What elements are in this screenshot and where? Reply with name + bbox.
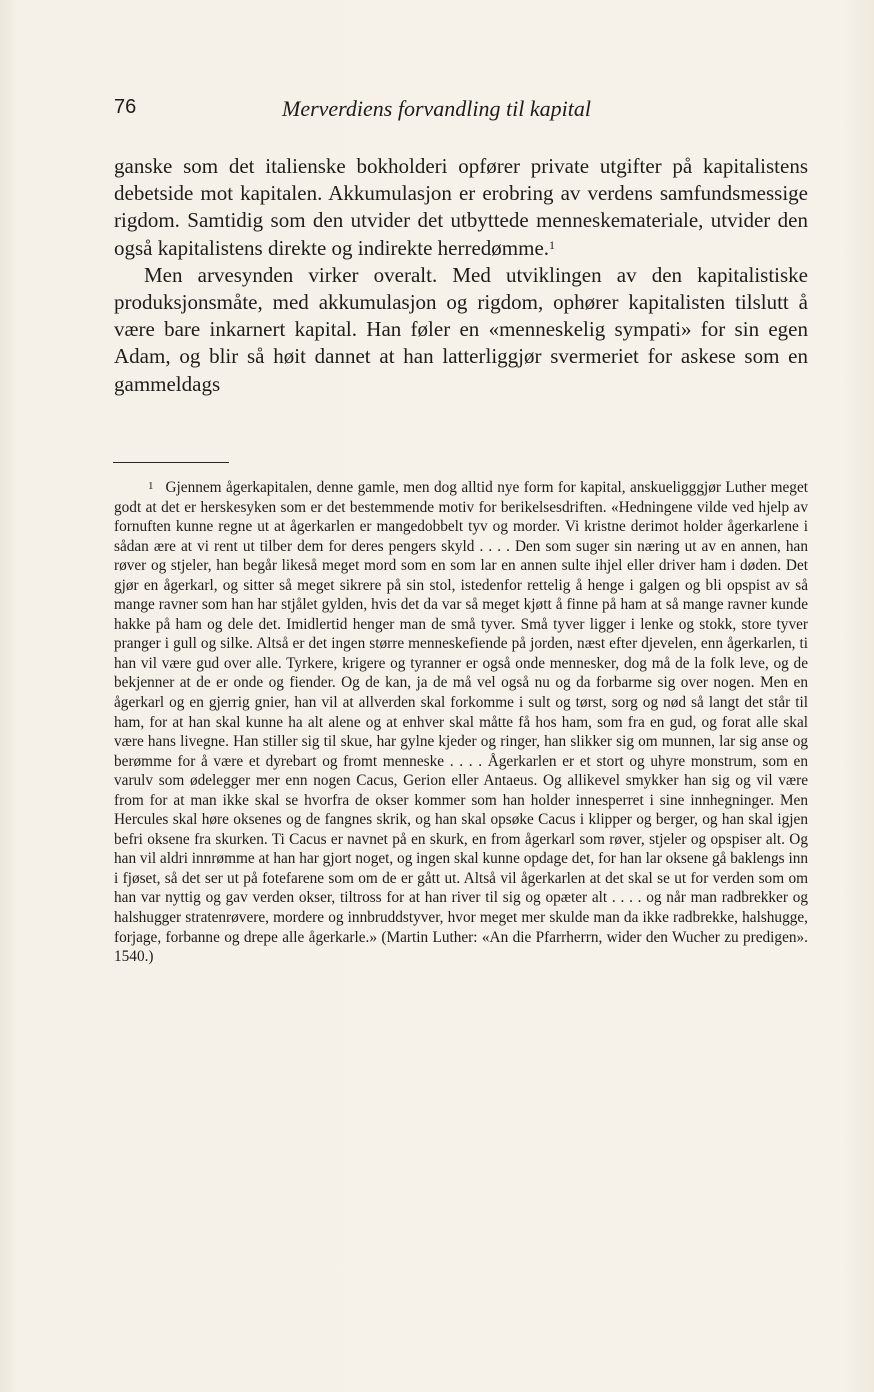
footnote-marker: 1: [148, 480, 154, 492]
footnote-reference: 1: [549, 237, 556, 252]
paragraph-continued: [114, 153, 808, 262]
page-header: [114, 96, 808, 126]
footnote: [114, 477, 808, 967]
footnote-separator: [113, 462, 229, 463]
page-number: 76: [114, 96, 137, 118]
running-title: Merverdiens forvandling til kapital: [282, 96, 591, 121]
paragraph-text: ganske som det italienske bokholderi opfører private utgifter på kapitalistens debetside mot kapitalen. Akkumulasjon er erobring av verdens samfundsmessige rigdom. Samtidig som den utvider det utbyttede menneskemateriale, utvider den også kapitalistens direkte og indirekte herredømme.: [114, 154, 808, 260]
footnote-text: Gjennem ågerkapitalen, denne gamle, men dog alltid nye form for kapital, anskueligggjør Luther meget godt at det er herskesyken som er det bestemmende motiv for berikelsesdriften. «Hedningene vilde ved hjelp av fornuften kunne regne ut at ågerkarlen er mangedobbelt tyv og morder. Vi kristne derimot holder ågerkarlene i sådan ære at vi rent ut tilber dem for deres pengers skyld . . . . Den som suger sin næring ut av en annen, han røver og stjeler, han begår likeså meget mord som en som lar en annen sulte ihjel eller driver ham i døden. Det gjør en ågerkarl, og sitter så meget sikrere på sin stol, istedenfor rettelig å henge i galgen og bli opspist av så mange ravner som han har stjålet gylden, hvis det da var så meget kjøtt å finne på ham at så mange ravner kunde hakke på ham og dele det. Imidlertid henger man de små tyver. Små tyver ligger i lenke og stokk, store tyver pranger i gull og silke. Altså er det ingen større menneskefiende på jorden, næst efter djevelen, enn ågerkarlen, ti han vil være gud over alle. Tyrkere, krigere og tyranner er også onde mennesker, dog må de la folk leve, og de bekjenner at de er onde og fiender. Og de kan, ja de må vel også nu og da forbarme sig over nogen. Men en ågerkarl og en gjerrig gnier, han vil at allverden skal forkomme i sult og tørst, sorg og nød så langt det står til ham, for at han skal kunne ha alt alene og at enhver skal måtte få hos ham, som fra en gud, og forat alle skal være hans livegne. Han stiller sig til skue, har gylne kjeder og ringer, han slikker sig om munnen, lar sig anse og berømme for å være et dyrebart og fromt menneske . . . . Ågerkarlen er et stort og uhyre monstrum, som en varulv som ødelegger mer enn nogen Cacus, Gerion eller Antaeus. Og allikevel smykker han sig og vil være from for at man ikke skal se hvorfra de okser kommer som han holder innesperret i sine innhegninger. Men Hercules skal høre oksenes og de fangnes skrik, og han skal opsøke Cacus i klipper og berger, og han skal igjen befri oksene fra skurken. Ti Cacus er navnet på en skurk, en from ågerkarl som røver, stjeler og opspiser alt. Og han vil aldri innrømme at han har gjort noget, og ingen skal kunne opdage det, for han lar oksene gå baklengs inn i fjøset, så det ser ut på fotefarene som om de er gått ut. Altså vil ågerkarlen at det skal se ut for verden som om han var nyttig og gav verden okser, tiltross for at han river til sig og opæter alt . . . . og når man radbrekker og halshugger stratenrøvere, mordere og innbruddstyver, hvor meget mer skulde man da ikke radbrekke, halshugge, forjage, forbanne og drepe alle ågerkarle.» (Martin Luther: «An die Pfarrherrn, wider den Wucher zu predigen». 1540.): [114, 479, 808, 966]
main-text: [114, 153, 808, 398]
paragraph: Men arvesynden virker overalt. Med utviklingen av den kapitalistiske produksjonsmåte, med akkumulasjon og rigdom, ophører kapitalisten tilslutt å være bare inkarnert kapital. Han føler en «menneskelig sympati» for sin egen Adam, og blir så høit dannet at han latterliggjør svermeriet for askese som en gammeldags: [114, 262, 808, 396]
